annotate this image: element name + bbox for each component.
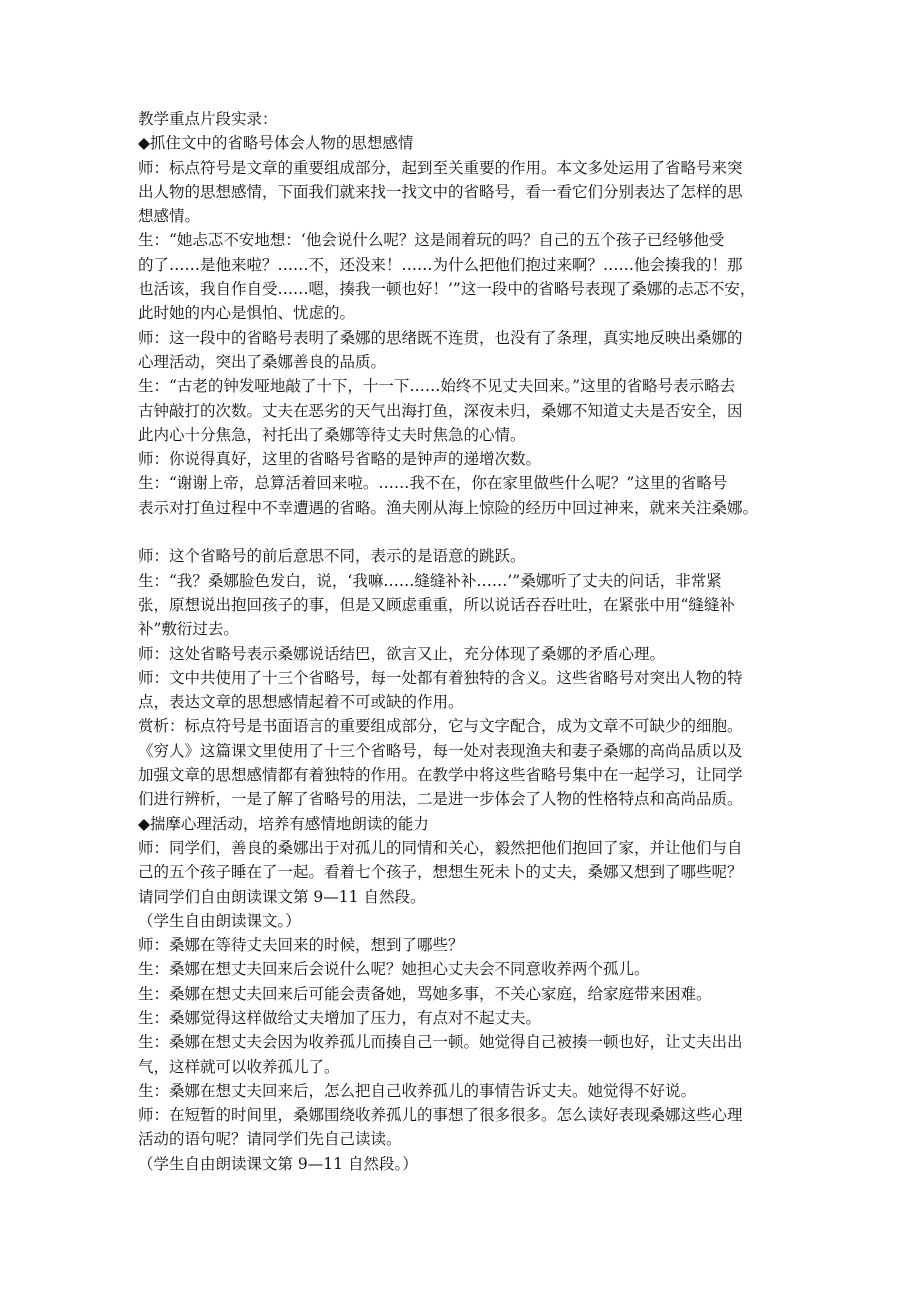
- text-line: 心理活动，突出了桑娜善良的品质。: [138, 352, 387, 371]
- text-line: 想感情。: [138, 207, 201, 226]
- text-line: 补”敷衍过去。: [138, 620, 239, 639]
- text-line: 古钟敲打的次数。丈夫在恶劣的天气出海打鱼，深夜未归，桑娜不知道丈夫是否安全，因: [138, 401, 743, 420]
- text-line: ◆抓住文中的省略号体会人物的思想感情: [138, 134, 414, 153]
- text-line: 生：“古老的钟发哑地敲了十下，十一下……始终不见丈夫回来。”这里的省略号表示略去: [138, 377, 736, 396]
- text-line: 师：桑娜在等待丈夫回来的时候，想到了哪些？: [138, 936, 464, 955]
- text-line: 生：“谢谢上帝，总算活着回来啦。……我不在，你在家里做些什么呢？”这里的省略号: [138, 474, 728, 493]
- text-line: 师：你说得真好，这里的省略号省略的是钟声的递增次数。: [138, 450, 542, 469]
- text-line: 此时她的内心是惧怕、忧虑的。: [138, 304, 356, 323]
- text-line: 《穷人》这篇课文里使用了十三个省略号，每一处对表现渔夫和妻子桑娜的高尚品质以及: [138, 741, 743, 760]
- text-line: 教学重点片段实录：: [138, 110, 278, 128]
- text-line: 生：桑娜觉得这样做给丈夫增加了压力，有点对不起丈夫。: [138, 1008, 542, 1027]
- text-line: 生：桑娜在想丈夫回来后会说什么呢？她担心丈夫会不同意收养两个孤儿。: [138, 960, 650, 979]
- text-line: ◆揣摩心理活动，培养有感情地朗读的能力: [138, 814, 429, 833]
- text-line: 气，这样就可以收养孤儿了。: [138, 1057, 340, 1076]
- text-line: （学生自由朗读课文。）: [138, 911, 301, 930]
- text-line: 生：“她忐忑不安地想：‘他会说什么呢？这是闹着玩的吗？自己的五个孩子已经够他受: [138, 231, 725, 250]
- text-line: 加强文章的思想感情都有着独特的作用。在教学中将这些省略号集中在一起学习，让同学: [138, 766, 743, 785]
- text-line: 点，表达文章的思想感情起着不可或缺的作用。: [138, 693, 464, 712]
- text-line: 己的五个孩子睡在了一起。看着七个孩子，想想生死未卜的丈夫，桑娜又想到了哪些呢？: [138, 863, 743, 882]
- text-line: 生：桑娜在想丈夫会因为收养孤儿而揍自己一顿。她觉得自己被揍一顿也好，让丈夫出出: [138, 1033, 743, 1052]
- text-line: 们进行辨析，一是了解了省略号的用法，二是进一步体会了人物的性格特点和高尚品质。: [138, 790, 743, 809]
- text-line: 师：这个省略号的前后意思不同，表示的是语意的跳跃。: [138, 547, 526, 566]
- blank-line: [138, 520, 798, 544]
- text-line: 生：“我？桑娜脸色发白，说，‘我嘛……缝缝补补……’”桑娜听了丈夫的问话，非常紧: [138, 571, 722, 590]
- text-line: 师：同学们，善良的桑娜出于对孤儿的同情和关心，毅然把他们抱回了家，并让他们与自: [138, 838, 743, 857]
- text-line: 也活该，我自作自受……嗯，揍我一顿也好！’”这一段中的省略号表现了桑娜的忐忑不安，: [138, 280, 756, 299]
- text-line: 生：桑娜在想丈夫回来后，怎么把自己收养孤儿的事情告诉丈夫。她觉得不好说。: [138, 1081, 697, 1100]
- text-line: 此内心十分焦急，衬托出了桑娜等待丈夫时焦急的心情。: [138, 425, 526, 444]
- document-page: [138, 107, 798, 1176]
- text-line: 师：这一段中的省略号表明了桑娜的思绪既不连贯，也没有了条理，真实地反映出桑娜的: [138, 328, 743, 347]
- text-line: 活动的语句呢？请同学们先自己读读。: [138, 1130, 402, 1149]
- text-line: 赏析：标点符号是书面语言的重要组成部分，它与文字配合，成为文章不可缺少的细胞。: [138, 717, 743, 736]
- text-line: 出人物的思想感情，下面我们就来找一找文中的省略号，看一看它们分别表达了怎样的思: [138, 182, 743, 201]
- text-line: 张，原想说出抱回孩子的事，但是又顾虑重重，所以说话吞吞吐吐，在紧张中用“缝缝补: [138, 595, 735, 614]
- text-line: 师：文中共使用了十三个省略号，每一处都有着独特的含义。这些省略号对突出人物的特: [138, 668, 743, 687]
- text-line: （学生自由朗读课文第 9—11 自然段。）: [138, 1154, 418, 1173]
- text-line: 师：这处省略号表示桑娜说话结巴，欲言又止，充分体现了桑娜的矛盾心理。: [138, 644, 666, 663]
- text-line: 请同学们自由朗读课文第 9—11 自然段。: [138, 887, 426, 906]
- text-line: 的了……是他来啦？……不，还没来！……为什么把他们抱过来啊？……他会揍我的！那: [138, 255, 743, 274]
- text-line: 师：标点符号是文章的重要组成部分，起到至关重要的作用。本文多处运用了省略号来突: [138, 158, 743, 177]
- text-line: 表示对打鱼过程中不幸遭遇的省略。渔夫刚从海上惊险的经历中回过神来，就来关注桑娜。: [138, 498, 759, 517]
- text-line: 生：桑娜在想丈夫回来后可能会责备她，骂她多事，不关心家庭，给家庭带来困难。: [138, 984, 712, 1003]
- text-line: 师：在短暂的时间里，桑娜围绕收养孤儿的事想了很多很多。怎么读好表现桑娜这些心理: [138, 1106, 743, 1125]
